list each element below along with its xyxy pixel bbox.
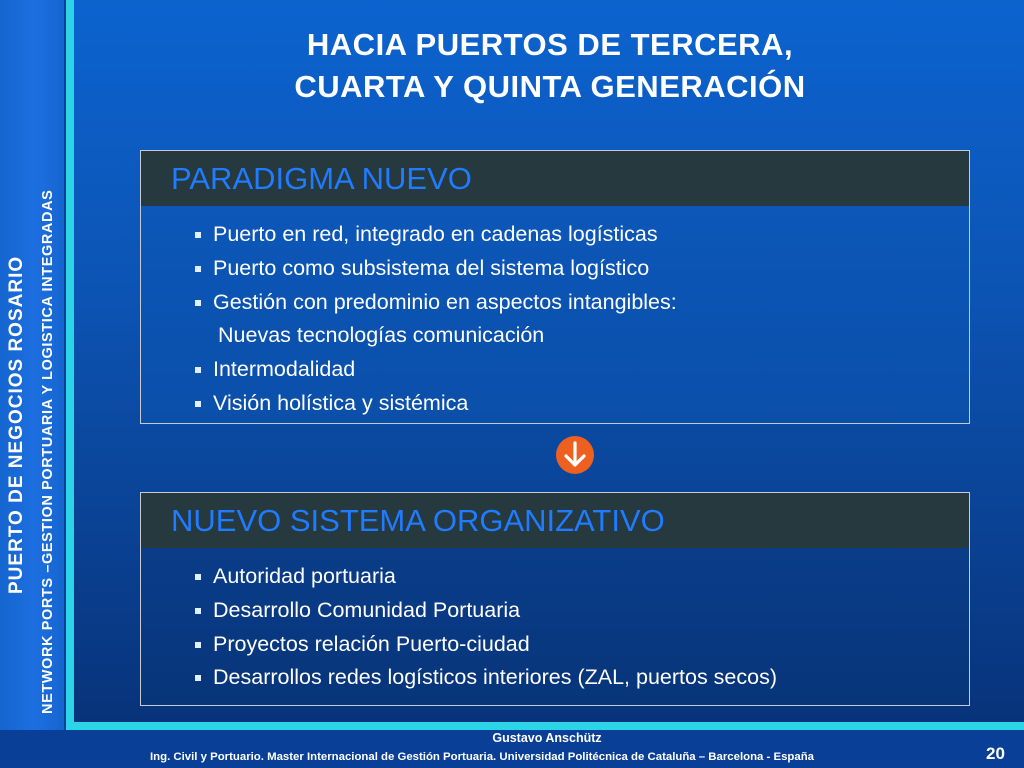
list-item: Puerto como subsistema del sistema logístico bbox=[193, 252, 969, 286]
bullet-list bbox=[141, 548, 969, 695]
paradigma-nuevo-box bbox=[140, 150, 970, 424]
list-item: Desarrollos redes logísticos interiores (ZAL, puertos secos) bbox=[193, 661, 969, 695]
list-item: Gestión con predominio en aspectos intangibles: bbox=[193, 286, 969, 320]
sidebar-subtitle: NETWORK PORTS –GESTION PORTUARIA Y LOGISTICA INTEGRADAS bbox=[40, 189, 56, 714]
list-item: Puerto en red, integrado en cadenas logísticas bbox=[193, 218, 969, 252]
box-heading: NUEVO SISTEMA ORGANIZATIVO bbox=[141, 493, 969, 548]
arrow-down-circle-icon bbox=[556, 436, 594, 474]
list-item: Visión holística y sistémica bbox=[193, 387, 969, 421]
list-item: Desarrollo Comunidad Portuaria bbox=[193, 594, 969, 628]
slide-title-line-2: CUARTA Y QUINTA GENERACIÓN bbox=[294, 69, 806, 104]
footer-author: Gustavo Anschütz bbox=[492, 731, 602, 745]
list-item: Proyectos relación Puerto-ciudad bbox=[193, 628, 969, 662]
list-item: Intermodalidad bbox=[193, 353, 969, 387]
slide-title bbox=[150, 24, 950, 108]
horizontal-accent-line bbox=[66, 722, 1024, 730]
list-item: Autoridad portuaria bbox=[193, 560, 969, 594]
bullet-list bbox=[141, 206, 969, 421]
nuevo-sistema-box bbox=[140, 492, 970, 706]
sidebar-title: PUERTO DE NEGOCIOS ROSARIO bbox=[6, 255, 27, 594]
footer-affiliation: Ing. Civil y Portuario. Master Internacional de Gestión Portuaria. Universidad Politécnica de Cataluña – Barcelona - España bbox=[150, 751, 815, 763]
slide-title-line-1: HACIA PUERTOS DE TERCERA, bbox=[306, 27, 794, 62]
vertical-accent-line bbox=[66, 0, 74, 730]
list-item-continuation: Nuevas tecnologías comunicación bbox=[218, 323, 545, 348]
page-number: 20 bbox=[986, 744, 1005, 763]
box-heading: PARADIGMA NUEVO bbox=[141, 151, 969, 206]
